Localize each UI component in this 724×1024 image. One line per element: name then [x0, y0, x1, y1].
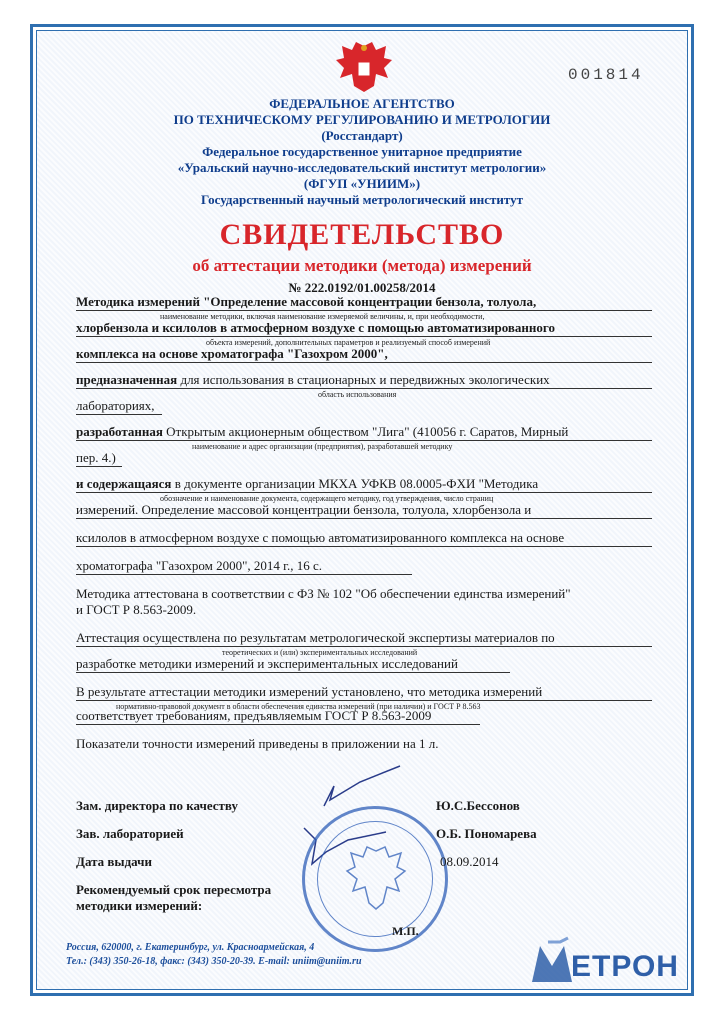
document-line-1	[76, 476, 538, 492]
deputy-name: Ю.С.Бессонов	[436, 798, 520, 813]
result-line-1: В результате аттестации методики измерений установлено, что методика измерений	[76, 684, 543, 699]
agency-name-2: ПО ТЕХНИЧЕСКОМУ РЕГУЛИРОВАНИЮ И МЕТРОЛОГИИ	[173, 112, 551, 127]
purpose-caption: область использования	[318, 390, 397, 399]
developer-line-2: пер. 4.)	[76, 450, 116, 465]
footer-address: Россия, 620000, г. Екатеринбург, ул. Красноармейская, 4	[66, 942, 315, 953]
review-label-1: Рекомендуемый срок пересмотра	[76, 882, 272, 897]
stamp-label: М.П.	[392, 924, 419, 938]
metron-logo-text: ЕТРОН	[571, 950, 679, 983]
institute-status: Государственный научный метрологический институт	[201, 192, 523, 207]
official-seal	[302, 806, 448, 952]
purpose-text: для использования в стационарных и передвижных экологических	[177, 372, 550, 387]
method-line-2: хлорбензола и ксилолов в атмосферном воздухе с помощью автоматизированного	[76, 320, 555, 335]
review-label-2: методики измерений:	[76, 898, 203, 913]
developer-text: Открытым акционерным обществом "Лига" (410056 г. Саратов, Мирный	[162, 424, 569, 439]
developer-label: разработанная	[76, 424, 163, 439]
attested-line-1: Методика аттестована в соответствии с ФЗ № 102 "Об обеспечении единства измерений"	[76, 586, 571, 601]
attestation-caption: теоретических и (или) экспериментальных исследований	[222, 648, 418, 657]
accuracy-text: Показатели точности измерений приведены в приложении на 1 л.	[76, 736, 439, 751]
attestation-line-2: разработке методики измерений и экспериментальных исследований	[76, 656, 458, 671]
issue-date-value: 08.09.2014	[440, 854, 499, 869]
serial-number: 001814	[568, 66, 644, 84]
document-line-3: ксилолов в атмосферном воздухе с помощью автоматизированного комплекса на основе	[76, 530, 565, 545]
footer-contacts: Тел.: (343) 350-26-18, факс: (343) 350-20-39. E-mail: uniim@uniim.ru	[66, 956, 362, 967]
lab-label: Зав. лабораторией	[76, 826, 184, 841]
developer-caption: наименование и адрес организации (предприятия), разработавшей методику	[192, 442, 453, 451]
issue-date-label: Дата выдачи	[76, 854, 152, 869]
institute-short: (ФГУП «УНИИМ»)	[303, 176, 421, 191]
document-label: и содержащаяся	[76, 476, 172, 491]
agency-short: (Росстандарт)	[321, 128, 403, 143]
document-line-4: хроматографа "Газохром 2000", 2014 г., 16 с.	[76, 558, 323, 573]
deputy-label: Зам. директора по качеству	[76, 798, 238, 813]
developer-line-1	[76, 424, 568, 440]
document-caption: обозначение и наименование документа, содержащего методику, год утверждения, число страниц	[160, 494, 494, 503]
lab-name: О.Б. Пономарева	[436, 826, 537, 841]
result-caption: нормативно-правовой документ в области обеспечения единства измерений (при наличии) и ГОСТ Р 8.563	[116, 702, 481, 711]
certificate-subtitle: об аттестации методики (метода) измерений	[192, 256, 532, 275]
result-line-2: соответствует требованиям, предъявляемым ГОСТ Р 8.563-2009	[76, 708, 432, 723]
document-text: в документе организации МКХА УФКВ 08.0005-ФХИ "Методика	[171, 476, 539, 491]
institute-name: «Уральский научно-исследовательский институт метрологии»	[177, 160, 547, 175]
method-caption-2: объекта измерений, дополнительных параметров и реализуемый способ измерений	[206, 338, 491, 347]
certificate-title: СВИДЕТЕЛЬСТВО	[219, 218, 505, 251]
purpose-line-1	[76, 372, 550, 388]
method-line-1: Методика измерений "Определение массовой концентрации бензола, толуола,	[76, 294, 537, 309]
purpose-label: предназначенная	[76, 372, 178, 387]
enterprise-type: Федеральное государственное унитарное предприятие	[202, 144, 522, 159]
coat-of-arms-icon	[334, 40, 394, 98]
certificate-number: № 222.0192/01.00258/2014	[288, 280, 436, 295]
method-line-3: комплекса на основе хроматографа "Газохром 2000",	[76, 346, 388, 361]
method-caption-1: наименование методики, включая наименование измеряемой величины, и, при необходимости,	[160, 312, 485, 321]
seal-eagle-icon	[345, 843, 407, 913]
document-line-2: измерений. Определение массовой концентрации бензола, толуола, хлорбензола и	[76, 502, 532, 517]
purpose-line-2: лабораториях,	[76, 398, 155, 413]
agency-name: ФЕДЕРАЛЬНОЕ АГЕНТСТВО	[269, 96, 455, 111]
attestation-line-1: Аттестация осуществлена по результатам метрологической экспертизы материалов по	[76, 630, 555, 645]
attested-line-2: и ГОСТ Р 8.563-2009.	[76, 602, 197, 617]
